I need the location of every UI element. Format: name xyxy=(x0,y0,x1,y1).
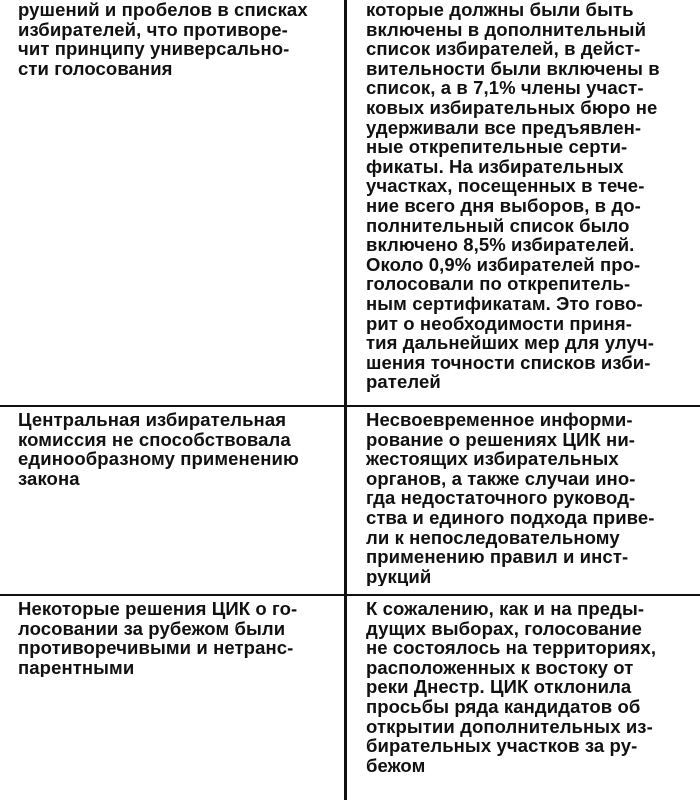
row-divider xyxy=(0,405,700,407)
row-divider xyxy=(0,594,700,596)
table-cell-comment: К сожалению, как и на преды- дущих выборах, голосование не состоялось на территориях, расположенных к востоку от реки Днестр. ЦИК отклонила просьбы ряда кандидатов об открытии дополнительных из- бирательных участков за ру- бежом xyxy=(366,599,657,776)
column-divider xyxy=(344,0,347,800)
table-cell-finding: рушений и пробелов в списках избирателей, что противоре- чит принципу универсально- сти голосования xyxy=(18,0,308,79)
table-cell-comment: Несвоевременное информи- рование о решениях ЦИК ни- жестоящих избирательных органов, а также случаи ино- гда недостаточного руковод- ства и единого подхода приве- ли к непоследовательному применению правил и инст- рукций xyxy=(366,410,655,587)
table-cell-comment: которые должны были быть включены в дополнительный список избирателей, в дейст- вительности были включены в список, а в 7,1% члены участ- ковых избирательных бюро не удерживали все предъявлен- ные открепительные серти- фикаты. На избирательных участках, посещенных в тече- ние всего дня выборов, в до- полнительный список было включено 8,5% избирателей. Около 0,9% избирателей про- голосовали по открепитель- ным сертификатам. Это гово- рит о необходимости приня- тия дальнейших мер для улуч- шения точности списков изби- рателей xyxy=(366,0,660,392)
table-cell-finding: Некоторые решения ЦИК о го- лосовании за рубежом были противоречивыми и нетранс- парентными xyxy=(18,599,298,678)
table-cell-finding: Центральная избирательная комиссия не способствовала единообразному применению закона xyxy=(18,410,299,489)
